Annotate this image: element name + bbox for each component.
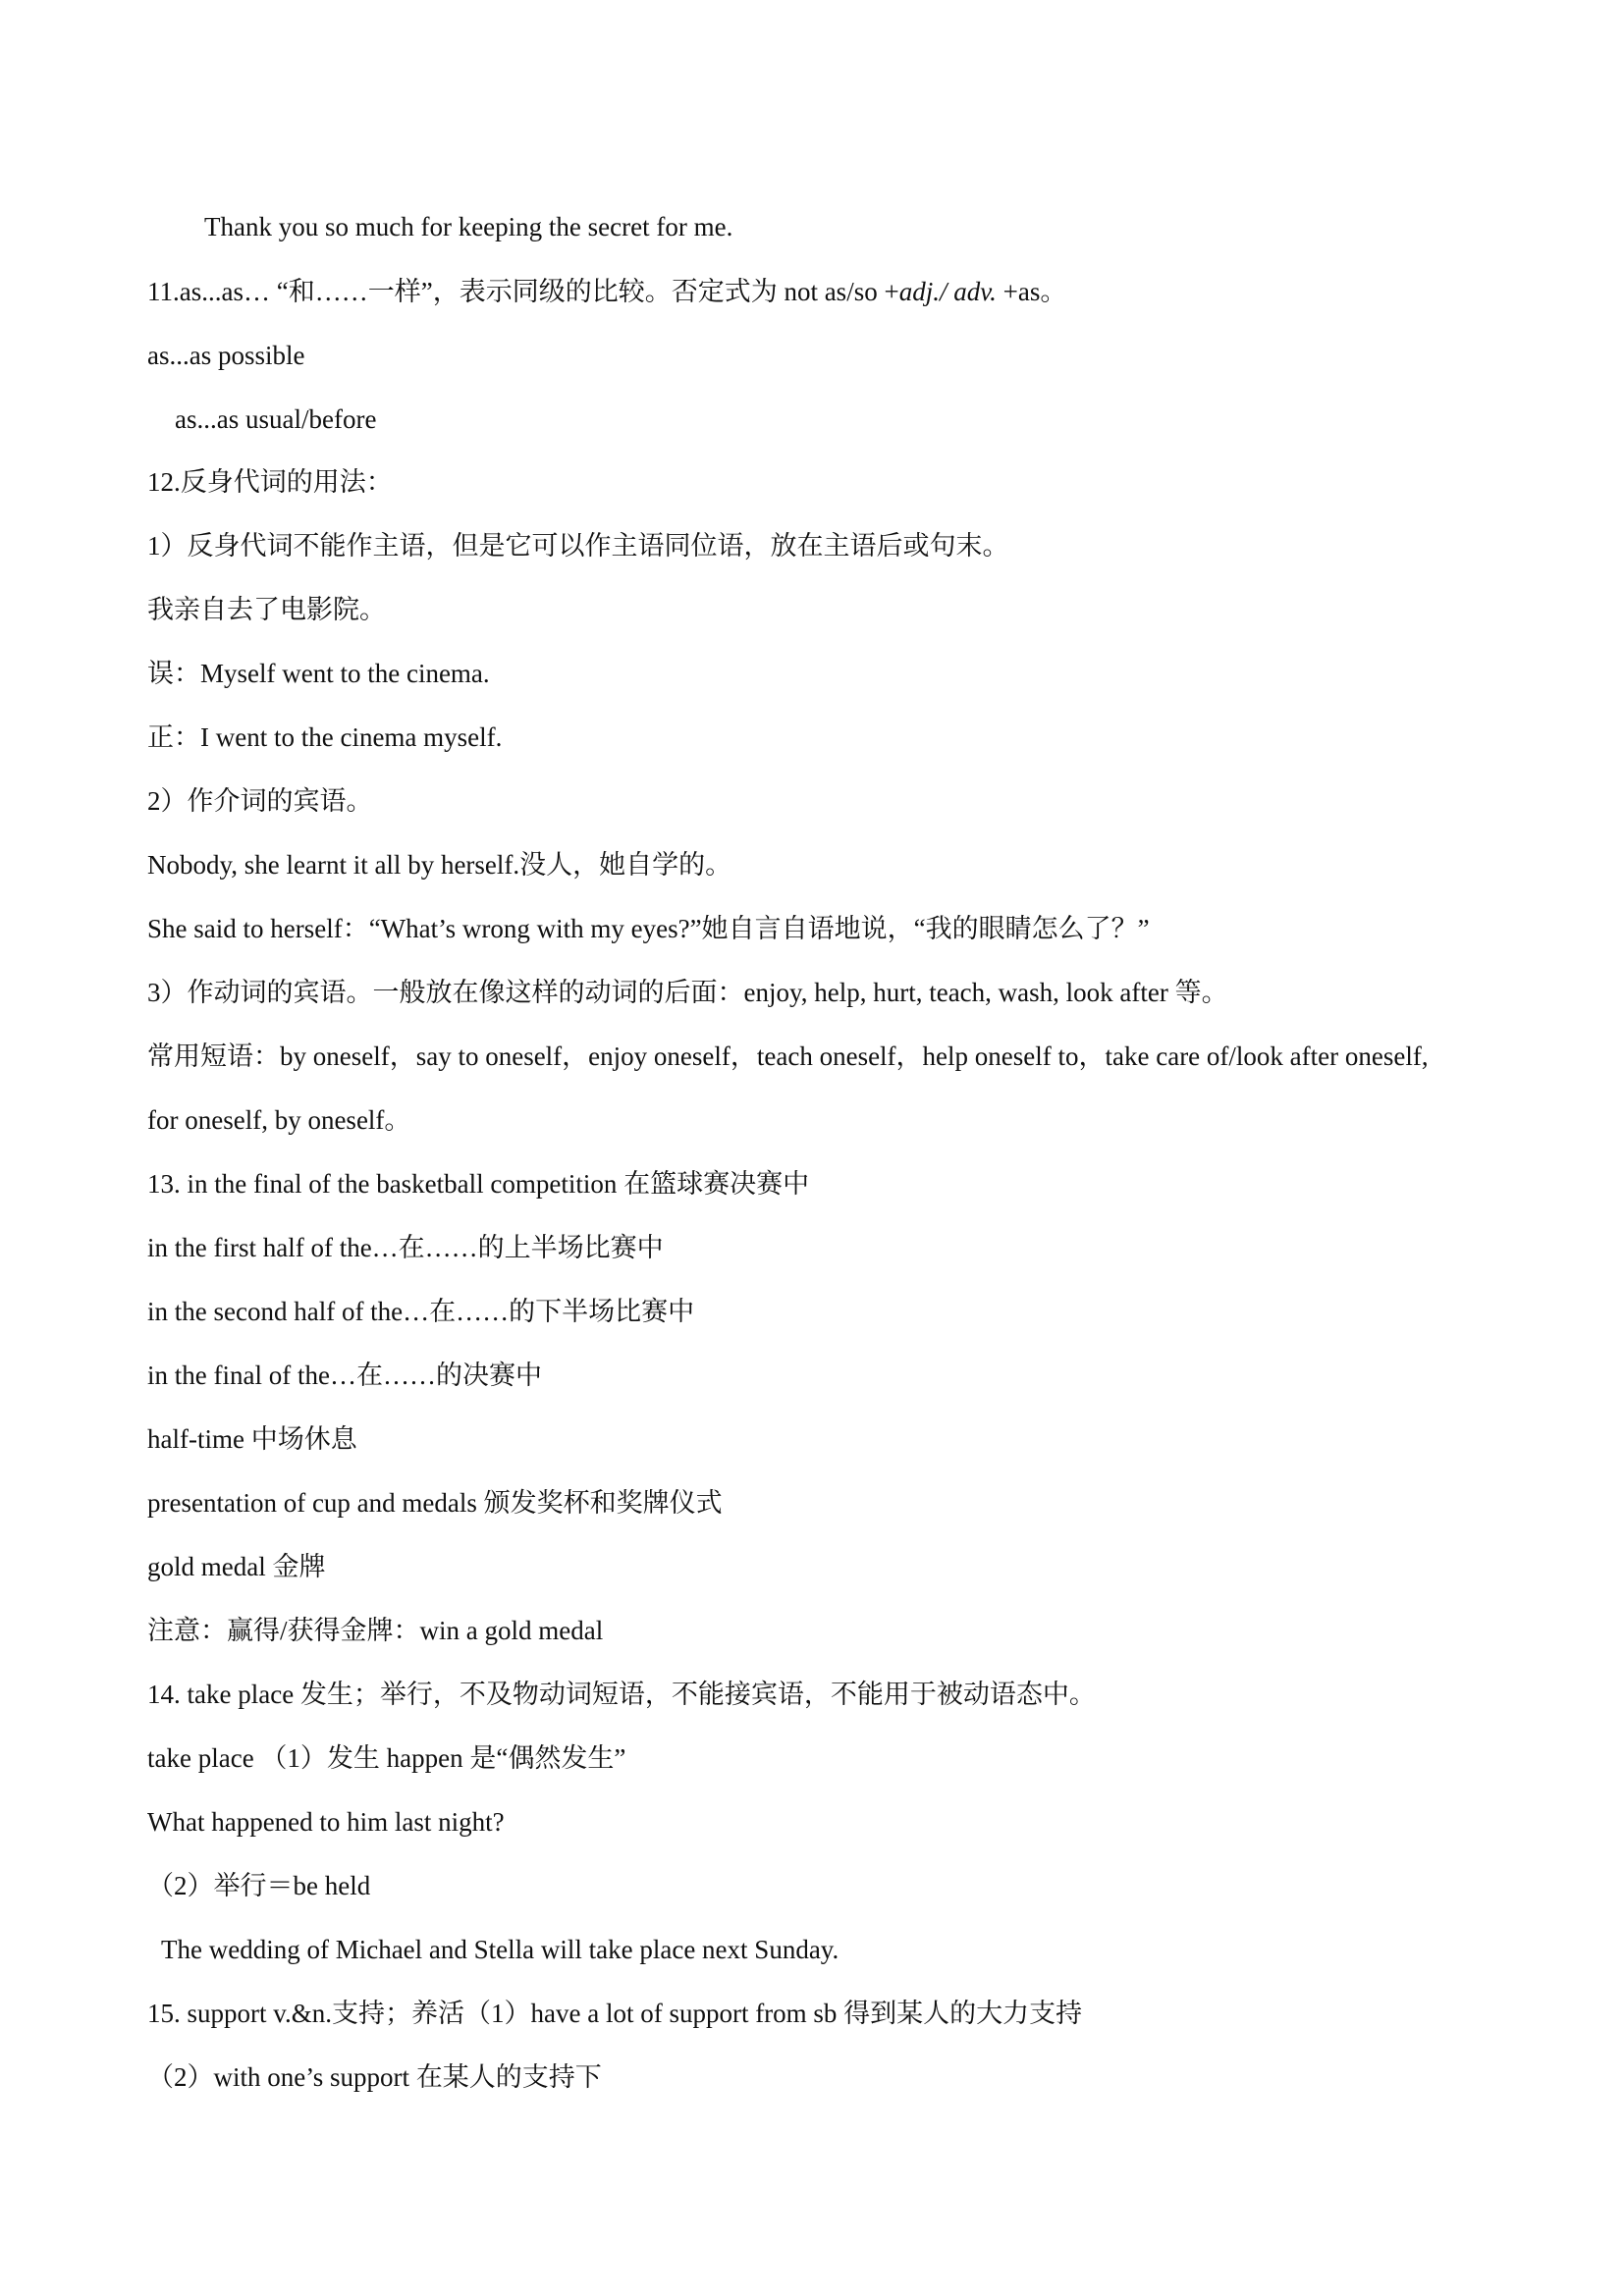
phrase-line: in the first half of the…在……的上半场比赛中 (147, 1233, 664, 1262)
phrase-line: in the second half of the…在……的下半场比赛中 (147, 1297, 695, 1326)
phrase-list: 常用短语：by oneself，say to oneself，enjoy oneself，teach oneself，help oneself to，take care of/look after oneself, (147, 1041, 1429, 1071)
example-line: What happened to him last night? (147, 1807, 505, 1837)
example-sentence: Thank you so much for keeping the secret for me. (204, 212, 733, 241)
example-line: She said to herself：“What’s wrong with my eyes?”她自言自语地说，“我的眼睛怎么了？” (147, 914, 1150, 943)
rule-line: 3）作动词的宾语。一般放在像这样的动词的后面：enjoy, help, hurt, teach, wash, look after 等。 (147, 978, 1228, 1007)
section-11-italic: adj./ adv. (898, 277, 997, 306)
section-11-heading (147, 274, 1066, 309)
phrase-line: （2）with one’s support 在某人的支持下 (147, 2062, 602, 2092)
phrase-line: in the final of the…在……的决赛中 (147, 1361, 542, 1390)
example-line: Nobody, she learnt it all by herself.没人，她自学的。 (147, 850, 732, 880)
phrase-line: half-time 中场休息 (147, 1424, 357, 1454)
section-15-heading: 15. support v.&n.支持；养活（1）have a lot of support from sb 得到某人的大力支持 (147, 1999, 1083, 2028)
phrase-line: （2）举行＝be held (147, 1871, 371, 1900)
section-11-text: 11.as...as… “和……一样”，表示同级的比较。否定式为 not as/so + (147, 277, 899, 306)
section-12-heading: 12.反身代词的用法： (147, 467, 393, 497)
example-line: The wedding of Michael and Stella will take place next Sunday. (161, 1935, 839, 1964)
example-correct: 正：I went to the cinema myself. (147, 722, 503, 752)
phrase-line: presentation of cup and medals 颁发奖杯和奖牌仪式 (147, 1488, 723, 1518)
example-wrong: 误：Myself went to the cinema. (147, 659, 490, 688)
rule-line: 1）反身代词不能作主语，但是它可以作主语同位语，放在主语后或句末。 (147, 531, 1009, 561)
phrase-line: as...as possible (147, 341, 305, 370)
phrase-line: gold medal 金牌 (147, 1552, 326, 1581)
section-14-heading: 14. take place 发生；举行，不及物动词短语，不能接宾语，不能用于被动语态中。 (147, 1680, 1096, 1709)
phrase-line: as...as usual/before (175, 404, 377, 434)
section-11-tail: +as。 (996, 277, 1067, 306)
rule-line: 2）作介词的宾语。 (147, 786, 373, 816)
section-13-heading: 13. in the final of the basketball competition 在篮球赛决赛中 (147, 1169, 810, 1199)
phrase-list-cont: for oneself, by oneself。 (147, 1105, 411, 1135)
phrase-line: take place （1）发生 happen 是“偶然发生” (147, 1743, 626, 1773)
note-line: 注意：赢得/获得金牌：win a gold medal (147, 1616, 604, 1645)
example-line: 我亲自去了电影院。 (147, 595, 386, 624)
